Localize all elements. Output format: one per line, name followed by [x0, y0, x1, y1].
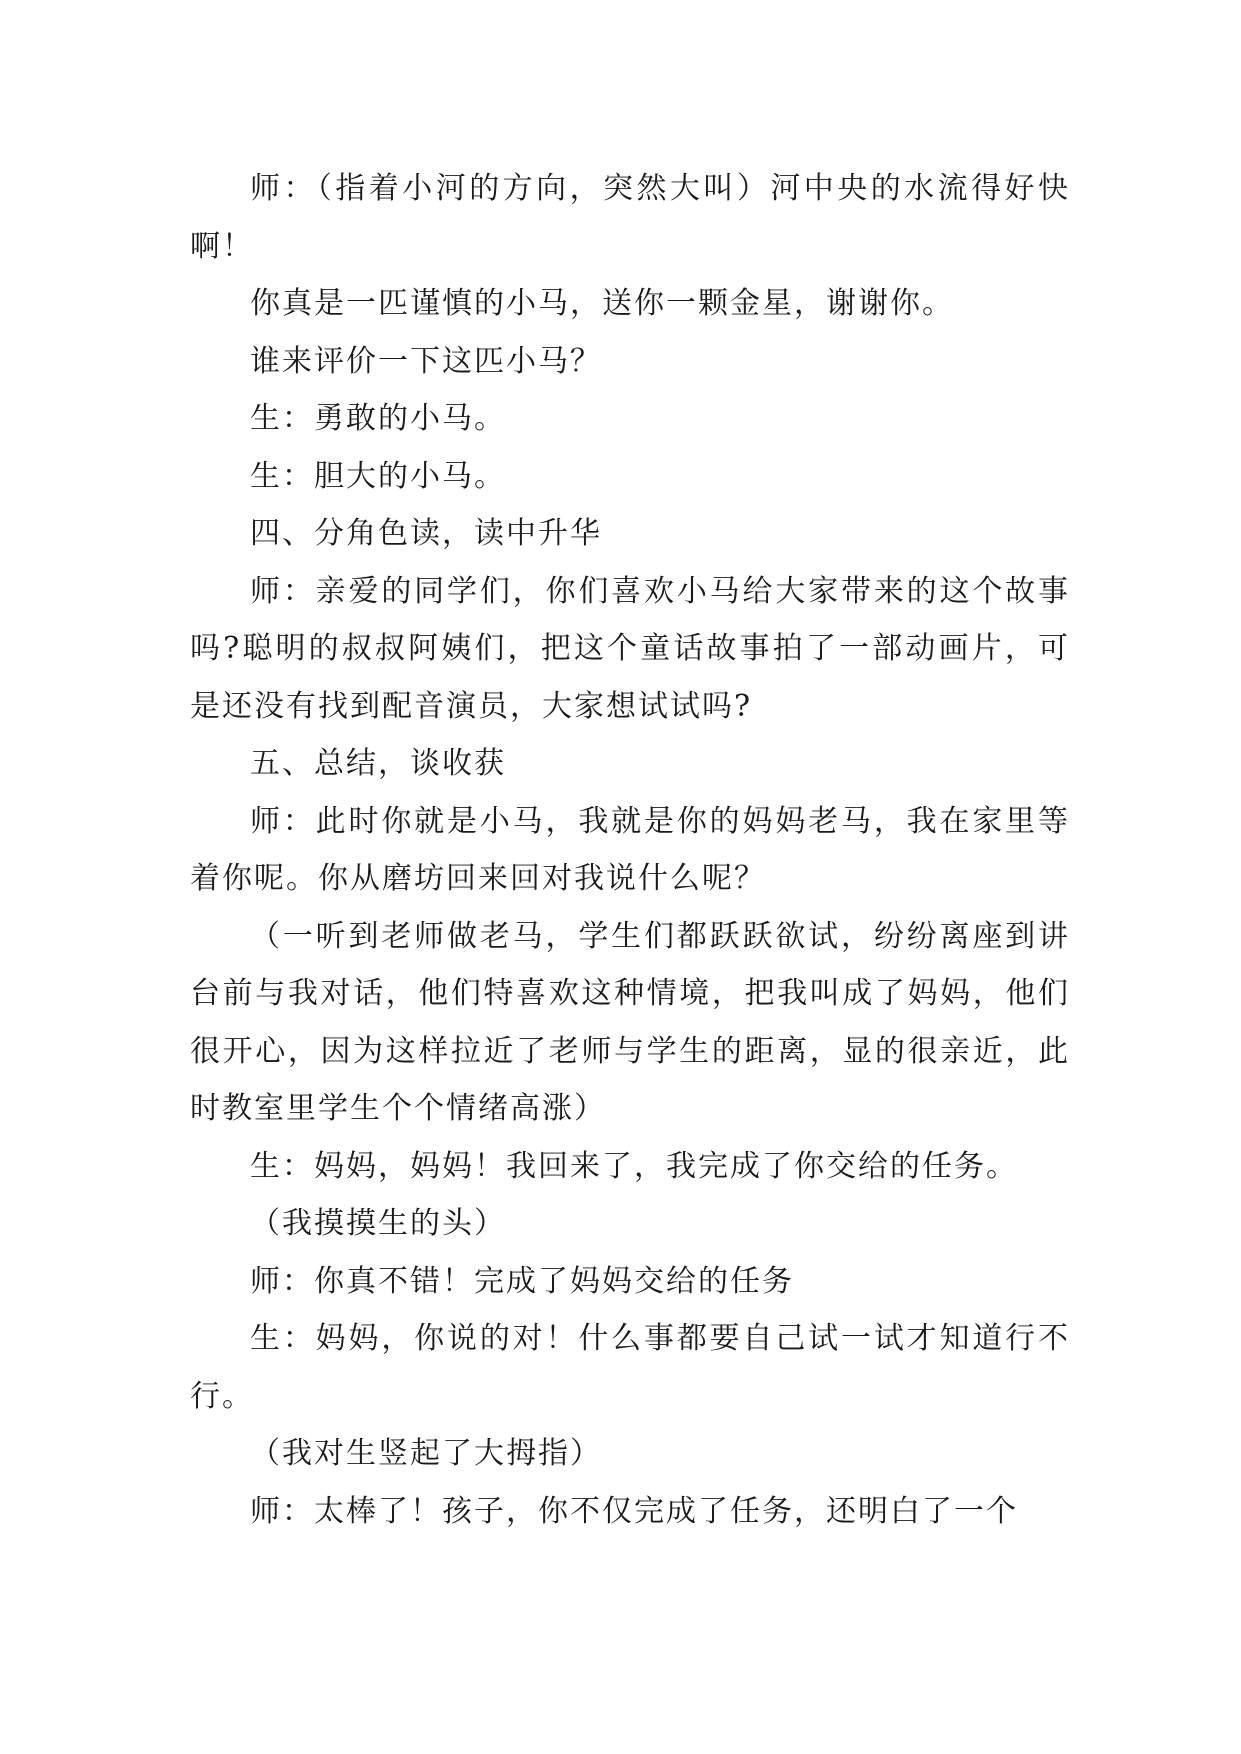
- paragraph: （我摸摸生的头）: [250, 1206, 506, 1241]
- paragraph: 师：亲爱的同学们，你们喜欢小马给大家带来的这个故事吗?聪明的叔叔阿姨们，把这个童话故事拍了一部动画片，可是还没有找到配音演员，大家想试试吗?: [190, 573, 1070, 724]
- section-heading: 五、总结，谈收获: [250, 746, 506, 781]
- paragraph: 谁来评价一下这匹小马？: [250, 343, 602, 379]
- paragraph: 生：妈妈，妈妈！我回来了，我完成了你交给的任务。: [250, 1148, 1018, 1184]
- paragraph: 师：（指着小河的方向，突然大叫）河中央的水流得好快啊！: [190, 171, 1070, 264]
- paragraph: 师：此时你就是小马，我就是你的妈妈老马，我在家里等着你呢。你从磨坊回来回对我说什么呢？: [190, 803, 1070, 896]
- paragraph: 生：勇敢的小马。: [250, 401, 506, 436]
- paragraph: 师：你真不错！完成了妈妈交给的任务: [250, 1263, 794, 1299]
- paragraph: 生：胆大的小马。: [250, 458, 506, 494]
- paragraph: 生：妈妈，你说的对！什么事都要自己试一试才知道行不行。: [190, 1321, 1070, 1414]
- document-body: [190, 160, 1070, 1540]
- paragraph: 你真是一匹谨慎的小马，送你一颗金星，谢谢你。: [250, 286, 954, 321]
- paragraph: 师：太棒了！孩子，你不仅完成了任务，还明白了一个: [250, 1493, 1018, 1529]
- section-heading: 四、分角色读，读中升华: [250, 516, 602, 551]
- paragraph: （我对生竖起了大拇指）: [250, 1436, 602, 1471]
- paragraph: （一听到老师做老马，学生们都跃跃欲试，纷纷离座到讲台前与我对话，他们特喜欢这种情境，把我叫成了妈妈，他们很开心，因为这样拉近了老师与学生的距离，显的很亲近，此时教室里学生个个情绪高涨）: [190, 918, 1070, 1126]
